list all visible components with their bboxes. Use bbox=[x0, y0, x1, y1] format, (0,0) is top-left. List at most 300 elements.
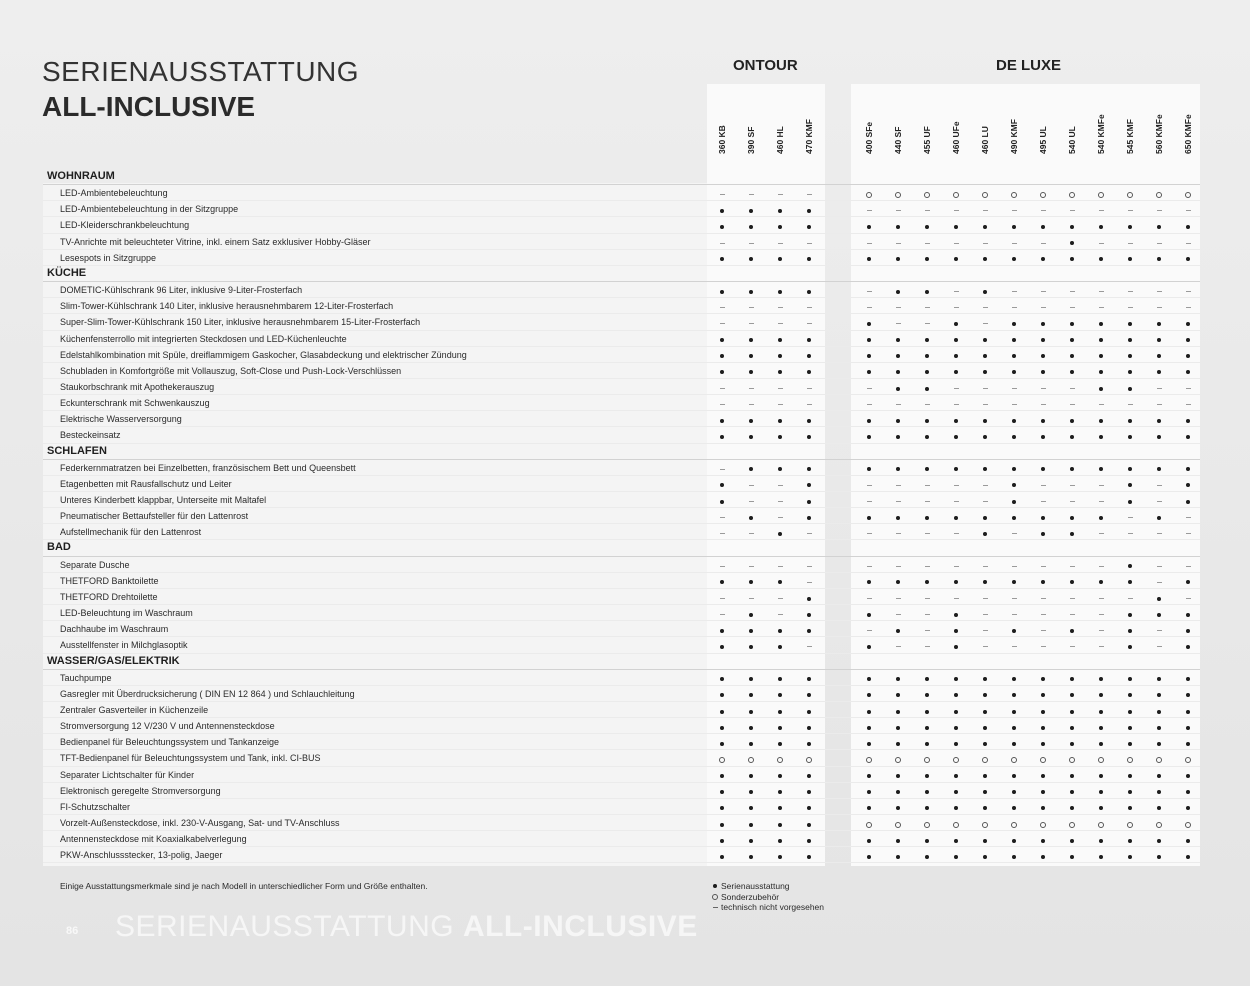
standard-dot-icon bbox=[1004, 851, 1024, 861]
row-divider bbox=[43, 265, 1200, 266]
standard-dot-icon bbox=[1062, 367, 1082, 377]
standard-dot-icon bbox=[859, 367, 879, 377]
standard-dot-icon bbox=[1062, 625, 1082, 635]
row-divider bbox=[43, 572, 1200, 573]
not-available-dash-icon bbox=[1091, 641, 1111, 651]
standard-dot-icon bbox=[946, 221, 966, 231]
standard-dot-icon bbox=[1149, 803, 1169, 813]
legend-item-na bbox=[709, 902, 824, 913]
standard-dot-icon bbox=[799, 674, 819, 684]
not-available-dash-icon bbox=[888, 609, 908, 619]
standard-dot-icon bbox=[1062, 415, 1082, 425]
not-available-dash-icon bbox=[741, 238, 761, 248]
not-available-dash-icon bbox=[1033, 302, 1053, 312]
standard-dot-icon bbox=[770, 221, 790, 231]
standard-dot-icon bbox=[741, 286, 761, 296]
standard-dot-icon bbox=[888, 625, 908, 635]
not-available-dash-icon bbox=[741, 496, 761, 506]
optional-circle-icon bbox=[1062, 754, 1082, 764]
standard-dot-icon bbox=[975, 577, 995, 587]
row-divider bbox=[43, 588, 1200, 589]
standard-dot-icon bbox=[946, 706, 966, 716]
not-available-dash-icon bbox=[770, 609, 790, 619]
standard-dot-icon bbox=[1178, 496, 1198, 506]
standard-dot-icon bbox=[888, 512, 908, 522]
standard-dot-icon bbox=[1091, 722, 1111, 732]
optional-circle-icon bbox=[888, 189, 908, 199]
not-available-dash-icon bbox=[770, 383, 790, 393]
optional-circle-icon bbox=[946, 819, 966, 829]
standard-dot-icon bbox=[741, 431, 761, 441]
not-available-dash-icon bbox=[799, 577, 819, 587]
standard-dot-icon bbox=[1091, 851, 1111, 861]
standard-dot-icon bbox=[1120, 803, 1140, 813]
standard-dot-icon bbox=[859, 221, 879, 231]
standard-dot-icon bbox=[1091, 431, 1111, 441]
section-divider bbox=[43, 459, 1200, 460]
standard-dot-icon bbox=[1178, 480, 1198, 490]
model-header: 540 UL bbox=[1067, 126, 1077, 154]
standard-dot-icon bbox=[1004, 415, 1024, 425]
standard-dot-icon bbox=[1004, 431, 1024, 441]
standard-dot-icon bbox=[975, 367, 995, 377]
model-header: 440 SF bbox=[893, 126, 903, 154]
standard-dot-icon bbox=[770, 431, 790, 441]
model-header: 460 UFe bbox=[951, 121, 961, 154]
feature-label: THETFORD Drehtoilette bbox=[60, 591, 158, 602]
standard-dot-icon bbox=[799, 738, 819, 748]
not-available-dash-icon bbox=[799, 528, 819, 538]
standard-dot-icon bbox=[888, 803, 908, 813]
standard-dot-icon bbox=[799, 722, 819, 732]
not-available-dash-icon bbox=[975, 593, 995, 603]
section-heading: SCHLAFEN bbox=[47, 444, 107, 457]
standard-dot-icon bbox=[888, 851, 908, 861]
standard-dot-icon bbox=[712, 367, 732, 377]
standard-dot-icon bbox=[917, 431, 937, 441]
standard-dot-icon bbox=[1033, 722, 1053, 732]
not-available-dash-icon bbox=[859, 383, 879, 393]
standard-dot-icon bbox=[799, 351, 819, 361]
legend-item-standard bbox=[709, 881, 824, 892]
not-available-dash-icon bbox=[770, 302, 790, 312]
not-available-dash-icon bbox=[888, 528, 908, 538]
standard-dot-icon bbox=[859, 431, 879, 441]
row-divider bbox=[43, 491, 1200, 492]
standard-dot-icon bbox=[859, 335, 879, 345]
feature-label: TV-Anrichte mit beleuchteter Vitrine, inkl. einem Satz exklusiver Hobby-Gläser bbox=[60, 236, 371, 247]
not-available-dash-icon bbox=[770, 189, 790, 199]
standard-dot-icon bbox=[1149, 318, 1169, 328]
not-available-dash-icon bbox=[1178, 286, 1198, 296]
not-available-dash-icon bbox=[741, 561, 761, 571]
standard-dot-icon bbox=[1033, 674, 1053, 684]
feature-label: LED-Ambientebeleuchtung bbox=[60, 188, 168, 199]
optional-circle-icon bbox=[1091, 819, 1111, 829]
section-divider bbox=[43, 281, 1200, 282]
standard-dot-icon bbox=[1149, 722, 1169, 732]
not-available-dash-icon bbox=[888, 480, 908, 490]
standard-dot-icon bbox=[1178, 625, 1198, 635]
standard-dot-icon bbox=[1149, 351, 1169, 361]
standard-dot-icon bbox=[1033, 690, 1053, 700]
not-available-dash-icon bbox=[741, 399, 761, 409]
not-available-dash-icon bbox=[917, 593, 937, 603]
optional-circle-icon bbox=[1033, 189, 1053, 199]
row-divider bbox=[43, 862, 1200, 863]
not-available-dash-icon bbox=[975, 383, 995, 393]
standard-dot-icon bbox=[1033, 415, 1053, 425]
standard-dot-icon bbox=[917, 512, 937, 522]
not-available-dash-icon bbox=[975, 496, 995, 506]
standard-dot-icon bbox=[741, 625, 761, 635]
standard-dot-icon bbox=[1091, 318, 1111, 328]
standard-dot-icon bbox=[917, 851, 937, 861]
standard-dot-icon bbox=[1120, 706, 1140, 716]
not-available-dash-icon bbox=[741, 302, 761, 312]
not-available-dash-icon bbox=[741, 593, 761, 603]
standard-dot-icon bbox=[1149, 431, 1169, 441]
standard-dot-icon bbox=[770, 415, 790, 425]
row-divider bbox=[43, 233, 1200, 234]
standard-dot-icon bbox=[859, 254, 879, 264]
not-available-dash-icon bbox=[888, 496, 908, 506]
standard-dot-icon bbox=[917, 706, 937, 716]
footer-title bbox=[115, 910, 698, 944]
not-available-dash-icon bbox=[1062, 496, 1082, 506]
legend-standard-label: Serienausstattung bbox=[721, 881, 790, 891]
standard-dot-icon bbox=[1004, 318, 1024, 328]
not-available-dash-icon bbox=[1091, 286, 1111, 296]
standard-dot-icon bbox=[1120, 254, 1140, 264]
standard-dot-icon bbox=[770, 738, 790, 748]
not-available-dash-icon bbox=[1033, 383, 1053, 393]
standard-dot-icon bbox=[1033, 851, 1053, 861]
feature-label: DOMETIC-Kühlschrank 96 Liter, inklusive 9-Liter-Frosterfach bbox=[60, 285, 303, 296]
standard-dot-icon bbox=[1120, 351, 1140, 361]
standard-dot-icon bbox=[712, 706, 732, 716]
optional-circle-icon bbox=[1062, 819, 1082, 829]
standard-dot-icon bbox=[888, 367, 908, 377]
standard-dot-icon bbox=[859, 512, 879, 522]
feature-label: Separate Dusche bbox=[60, 559, 130, 570]
standard-dot-icon bbox=[888, 674, 908, 684]
standard-dot-icon bbox=[712, 819, 732, 829]
not-available-dash-icon bbox=[1120, 238, 1140, 248]
standard-dot-icon bbox=[741, 835, 761, 845]
standard-dot-icon bbox=[1062, 690, 1082, 700]
not-available-dash-icon bbox=[712, 189, 732, 199]
standard-dot-icon bbox=[946, 674, 966, 684]
standard-dot-icon bbox=[946, 851, 966, 861]
not-available-dash-icon bbox=[946, 528, 966, 538]
standard-dot-icon bbox=[1091, 512, 1111, 522]
standard-dot-icon bbox=[770, 641, 790, 651]
standard-dot-icon bbox=[770, 205, 790, 215]
standard-dot-icon bbox=[975, 722, 995, 732]
standard-dot-icon bbox=[770, 819, 790, 829]
feature-label: Ausstellfenster in Milchglasoptik bbox=[60, 640, 188, 651]
standard-dot-icon bbox=[1004, 464, 1024, 474]
feature-label: Elektronisch geregelte Stromversorgung bbox=[60, 785, 221, 796]
standard-dot-icon bbox=[1120, 787, 1140, 797]
standard-dot-icon bbox=[975, 512, 995, 522]
standard-dot-icon bbox=[859, 835, 879, 845]
not-available-dash-icon bbox=[917, 238, 937, 248]
optional-circle-icon bbox=[888, 754, 908, 764]
not-available-dash-icon bbox=[1062, 286, 1082, 296]
not-available-dash-icon bbox=[1062, 593, 1082, 603]
optional-circle-icon bbox=[1062, 189, 1082, 199]
standard-dot-icon bbox=[712, 335, 732, 345]
optional-circle-icon bbox=[917, 819, 937, 829]
optional-circle-icon bbox=[1149, 819, 1169, 829]
not-available-dash-icon bbox=[741, 528, 761, 538]
standard-dot-icon bbox=[1062, 238, 1082, 248]
standard-dot-icon bbox=[1178, 706, 1198, 716]
standard-dot-icon bbox=[1091, 335, 1111, 345]
standard-dot-icon bbox=[741, 641, 761, 651]
standard-dot-icon bbox=[799, 512, 819, 522]
standard-dot-icon bbox=[1033, 431, 1053, 441]
standard-dot-icon bbox=[799, 254, 819, 264]
not-available-dash-icon bbox=[1062, 480, 1082, 490]
not-available-dash-icon bbox=[1004, 383, 1024, 393]
not-available-dash-icon bbox=[1149, 528, 1169, 538]
not-available-dash-icon bbox=[917, 609, 937, 619]
standard-dot-icon bbox=[741, 771, 761, 781]
row-divider bbox=[43, 426, 1200, 427]
standard-dot-icon bbox=[799, 431, 819, 441]
not-available-dash-icon bbox=[1120, 286, 1140, 296]
standard-dot-icon bbox=[799, 851, 819, 861]
standard-dot-icon bbox=[799, 835, 819, 845]
not-available-dash-icon bbox=[859, 480, 879, 490]
row-divider bbox=[43, 443, 1200, 444]
row-divider bbox=[43, 475, 1200, 476]
standard-dot-icon bbox=[741, 851, 761, 861]
feature-label: Küchenfensterrollo mit integrierten Steckdosen und LED-Küchenleuchte bbox=[60, 333, 347, 344]
dash-icon bbox=[709, 907, 721, 908]
standard-dot-icon bbox=[946, 431, 966, 441]
section-divider bbox=[43, 669, 1200, 670]
standard-dot-icon bbox=[1178, 415, 1198, 425]
standard-dot-icon bbox=[1178, 318, 1198, 328]
not-available-dash-icon bbox=[946, 302, 966, 312]
standard-dot-icon bbox=[1091, 803, 1111, 813]
standard-dot-icon bbox=[741, 609, 761, 619]
feature-label: Pneumatischer Bettaufsteller für den Lattenrost bbox=[60, 511, 249, 522]
standard-dot-icon bbox=[741, 221, 761, 231]
feature-label: Eckunterschrank mit Schwenkauszug bbox=[60, 398, 210, 409]
section-heading: KÜCHE bbox=[47, 266, 87, 279]
not-available-dash-icon bbox=[770, 561, 790, 571]
standard-dot-icon bbox=[975, 286, 995, 296]
model-header: 495 UL bbox=[1038, 126, 1048, 154]
standard-dot-icon bbox=[741, 690, 761, 700]
standard-dot-icon bbox=[1004, 787, 1024, 797]
standard-dot-icon bbox=[799, 415, 819, 425]
standard-dot-icon bbox=[1033, 221, 1053, 231]
standard-dot-icon bbox=[1120, 383, 1140, 393]
standard-dot-icon bbox=[712, 415, 732, 425]
standard-dot-icon bbox=[1033, 738, 1053, 748]
standard-dot-icon bbox=[799, 480, 819, 490]
standard-dot-icon bbox=[888, 738, 908, 748]
standard-dot-icon bbox=[1149, 674, 1169, 684]
standard-dot-icon bbox=[1091, 690, 1111, 700]
standard-dot-icon bbox=[741, 787, 761, 797]
standard-dot-icon bbox=[770, 674, 790, 684]
standard-dot-icon bbox=[1033, 367, 1053, 377]
standard-dot-icon bbox=[741, 706, 761, 716]
standard-dot-icon bbox=[1178, 738, 1198, 748]
standard-dot-icon bbox=[799, 803, 819, 813]
standard-dot-icon bbox=[888, 835, 908, 845]
optional-circle-icon bbox=[1120, 754, 1140, 764]
not-available-dash-icon bbox=[799, 189, 819, 199]
standard-dot-icon bbox=[975, 351, 995, 361]
standard-dot-icon bbox=[917, 803, 937, 813]
standard-dot-icon bbox=[888, 787, 908, 797]
standard-dot-icon bbox=[917, 722, 937, 732]
standard-dot-icon bbox=[888, 351, 908, 361]
not-available-dash-icon bbox=[975, 641, 995, 651]
filled-dot-icon bbox=[709, 884, 721, 888]
standard-dot-icon bbox=[712, 254, 732, 264]
standard-dot-icon bbox=[1062, 464, 1082, 474]
standard-dot-icon bbox=[1004, 351, 1024, 361]
not-available-dash-icon bbox=[770, 318, 790, 328]
not-available-dash-icon bbox=[1178, 561, 1198, 571]
standard-dot-icon bbox=[799, 593, 819, 603]
standard-dot-icon bbox=[741, 415, 761, 425]
feature-label: Elektrische Wasserversorgung bbox=[60, 414, 182, 425]
not-available-dash-icon bbox=[946, 593, 966, 603]
standard-dot-icon bbox=[1004, 367, 1024, 377]
section-divider bbox=[43, 184, 1200, 185]
standard-dot-icon bbox=[917, 787, 937, 797]
row-divider bbox=[43, 717, 1200, 718]
standard-dot-icon bbox=[712, 803, 732, 813]
standard-dot-icon bbox=[917, 835, 937, 845]
row-divider bbox=[43, 216, 1200, 217]
not-available-dash-icon bbox=[859, 593, 879, 603]
standard-dot-icon bbox=[1091, 367, 1111, 377]
standard-dot-icon bbox=[770, 367, 790, 377]
not-available-dash-icon bbox=[1120, 302, 1140, 312]
model-header: 460 LU bbox=[980, 126, 990, 154]
standard-dot-icon bbox=[946, 787, 966, 797]
standard-dot-icon bbox=[888, 464, 908, 474]
not-available-dash-icon bbox=[859, 625, 879, 635]
not-available-dash-icon bbox=[1149, 625, 1169, 635]
open-circle-icon bbox=[709, 894, 721, 900]
not-available-dash-icon bbox=[1062, 561, 1082, 571]
standard-dot-icon bbox=[741, 335, 761, 345]
standard-dot-icon bbox=[917, 771, 937, 781]
row-divider bbox=[43, 523, 1200, 524]
not-available-dash-icon bbox=[1033, 496, 1053, 506]
not-available-dash-icon bbox=[1178, 528, 1198, 538]
standard-dot-icon bbox=[1149, 367, 1169, 377]
standard-dot-icon bbox=[917, 577, 937, 587]
optional-circle-icon bbox=[975, 819, 995, 829]
optional-circle-icon bbox=[1091, 189, 1111, 199]
standard-dot-icon bbox=[1149, 593, 1169, 603]
not-available-dash-icon bbox=[975, 318, 995, 328]
standard-dot-icon bbox=[1120, 480, 1140, 490]
row-divider bbox=[43, 330, 1200, 331]
standard-dot-icon bbox=[946, 835, 966, 845]
standard-dot-icon bbox=[1004, 690, 1024, 700]
not-available-dash-icon bbox=[741, 480, 761, 490]
standard-dot-icon bbox=[1178, 835, 1198, 845]
standard-dot-icon bbox=[1120, 464, 1140, 474]
not-available-dash-icon bbox=[917, 399, 937, 409]
standard-dot-icon bbox=[1178, 722, 1198, 732]
not-available-dash-icon bbox=[888, 399, 908, 409]
standard-dot-icon bbox=[859, 851, 879, 861]
standard-dot-icon bbox=[1178, 690, 1198, 700]
not-available-dash-icon bbox=[859, 561, 879, 571]
standard-dot-icon bbox=[770, 722, 790, 732]
standard-dot-icon bbox=[1033, 254, 1053, 264]
not-available-dash-icon bbox=[1033, 205, 1053, 215]
standard-dot-icon bbox=[1120, 771, 1140, 781]
not-available-dash-icon bbox=[888, 641, 908, 651]
standard-dot-icon bbox=[917, 738, 937, 748]
feature-label: Separater Lichtschalter für Kinder bbox=[60, 769, 195, 780]
standard-dot-icon bbox=[799, 464, 819, 474]
standard-dot-icon bbox=[975, 674, 995, 684]
optional-circle-icon bbox=[1120, 819, 1140, 829]
optional-circle-icon bbox=[1004, 189, 1024, 199]
section-divider bbox=[43, 556, 1200, 557]
not-available-dash-icon bbox=[859, 238, 879, 248]
standard-dot-icon bbox=[1062, 803, 1082, 813]
feature-label: Gasregler mit Überdrucksicherung ( DIN EN 12 864 ) und Schlauchleitung bbox=[60, 688, 355, 699]
not-available-dash-icon bbox=[770, 496, 790, 506]
standard-dot-icon bbox=[917, 464, 937, 474]
standard-dot-icon bbox=[888, 254, 908, 264]
not-available-dash-icon bbox=[1149, 286, 1169, 296]
not-available-dash-icon bbox=[1178, 238, 1198, 248]
standard-dot-icon bbox=[1120, 577, 1140, 587]
feature-label: TFT-Bedienpanel für Beleuchtungssystem und Tank, inkl. CI-BUS bbox=[60, 753, 321, 764]
standard-dot-icon bbox=[888, 771, 908, 781]
optional-circle-icon bbox=[859, 819, 879, 829]
standard-dot-icon bbox=[946, 335, 966, 345]
not-available-dash-icon bbox=[917, 561, 937, 571]
optional-circle-icon bbox=[741, 754, 761, 764]
row-divider bbox=[43, 539, 1200, 540]
standard-dot-icon bbox=[975, 415, 995, 425]
standard-dot-icon bbox=[1004, 512, 1024, 522]
standard-dot-icon bbox=[946, 803, 966, 813]
standard-dot-icon bbox=[1149, 771, 1169, 781]
not-available-dash-icon bbox=[946, 286, 966, 296]
not-available-dash-icon bbox=[1062, 302, 1082, 312]
not-available-dash-icon bbox=[1033, 561, 1053, 571]
standard-dot-icon bbox=[1004, 577, 1024, 587]
standard-dot-icon bbox=[1120, 625, 1140, 635]
model-header: 360 KB bbox=[717, 125, 727, 154]
optional-circle-icon bbox=[1033, 819, 1053, 829]
not-available-dash-icon bbox=[712, 318, 732, 328]
standard-dot-icon bbox=[1004, 738, 1024, 748]
standard-dot-icon bbox=[1033, 528, 1053, 538]
